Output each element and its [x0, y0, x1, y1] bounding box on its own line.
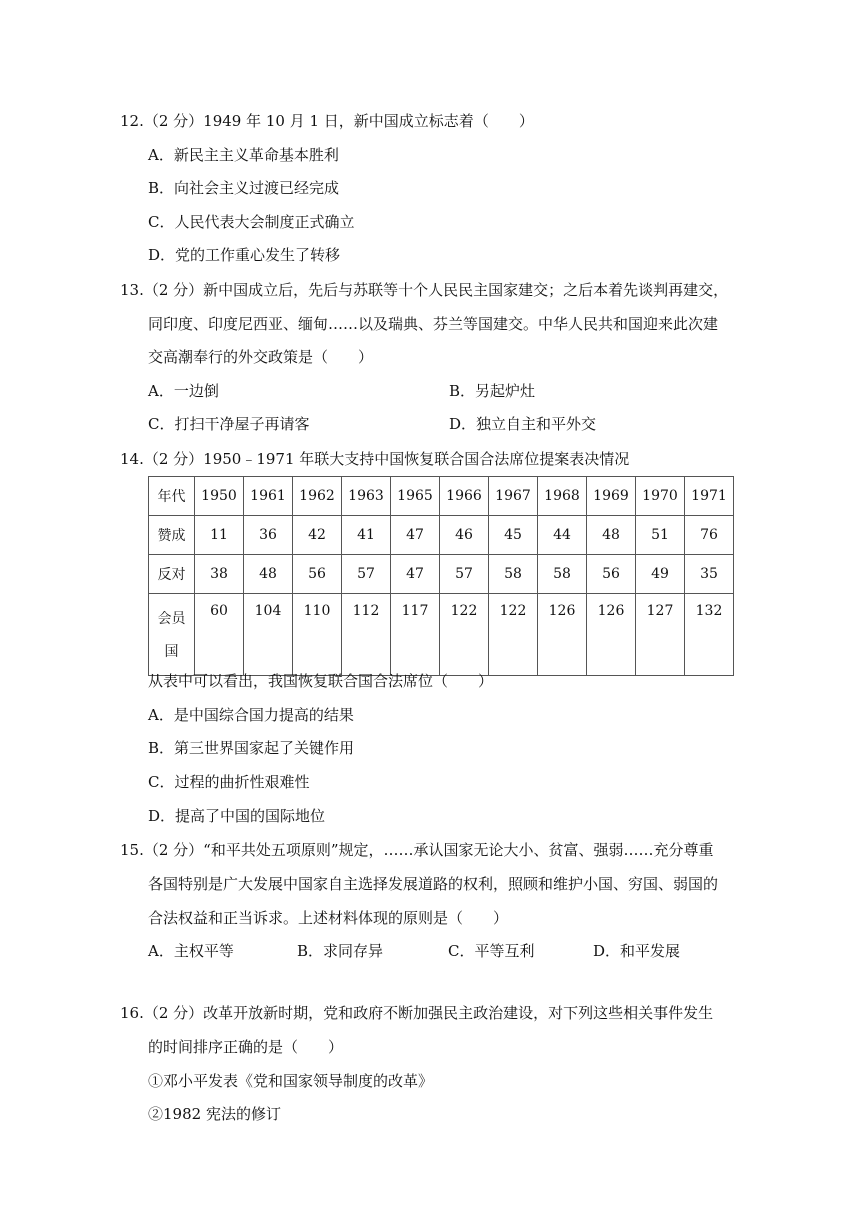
table-cell: 1961 — [244, 477, 293, 516]
table-cell: 112 — [342, 594, 391, 676]
table-cell: 126 — [587, 594, 636, 676]
table-cell: 1963 — [342, 477, 391, 516]
table-cell: 47 — [391, 516, 440, 555]
table-cell: 1965 — [391, 477, 440, 516]
q15-stem-line1: 15.（2 分）“和平共处五项原则”规定，……承认国家无论大小、贫富、强弱……充分尊重 — [120, 841, 714, 859]
table-cell: 48 — [244, 555, 293, 594]
table-cell: 1967 — [489, 477, 538, 516]
q15-stem-line2: 各国特别是广大发展中国家自主选择发展道路的权利，照顾和维护小国、穷国、弱国的 — [148, 875, 719, 893]
table-row — [149, 594, 734, 676]
q12-option-c: C．人民代表大会制度正式确立 — [148, 213, 355, 231]
table-cell: 110 — [293, 594, 342, 676]
table-cell: 42 — [293, 516, 342, 555]
q13-option-c: C．打扫干净屋子再请客 — [148, 415, 310, 433]
q15-option-a: A．主权平等 — [148, 942, 234, 960]
q14-after-table: 从表中可以看出，我国恢复联合国合法席位（ ） — [148, 672, 494, 690]
q13-option-d: D．独立自主和平外交 — [449, 415, 597, 433]
table-cell: 45 — [489, 516, 538, 555]
table-cell: 36 — [244, 516, 293, 555]
table-cell — [149, 594, 195, 676]
q16-item-2: ②1982 宪法的修订 — [148, 1105, 281, 1123]
q12-option-a: A．新民主主义革命基本胜利 — [148, 146, 339, 164]
q15-option-c: C．平等互利 — [448, 942, 535, 960]
table-cell: 1962 — [293, 477, 342, 516]
table-cell: 反对 — [149, 555, 195, 594]
table-cell: 1950 — [195, 477, 244, 516]
table-cell: 57 — [342, 555, 391, 594]
q15-stem-line3: 合法权益和正当诉求。上述材料体现的原则是（ ） — [148, 909, 509, 927]
table-header-row — [149, 477, 734, 516]
q12-option-d: D．党的工作重心发生了转移 — [148, 246, 341, 264]
q14-option-b: B．第三世界国家起了关键作用 — [148, 739, 355, 757]
table-cell: 年代 — [149, 477, 195, 516]
q15-option-b: B．求同存异 — [297, 942, 384, 960]
table-cell: 56 — [293, 555, 342, 594]
q14-option-a: A．是中国综合国力提高的结果 — [148, 706, 354, 724]
table-cell: 51 — [636, 516, 685, 555]
q16-stem-line2: 的时间排序正确的是（ ） — [148, 1038, 344, 1056]
table-cell: 58 — [538, 555, 587, 594]
table-cell: 57 — [440, 555, 489, 594]
q13-option-b: B．另起炉灶 — [449, 382, 536, 400]
q13-stem-line1: 13.（2 分）新中国成立后，先后与苏联等十个人民民主国家建交；之后本着先谈判再建交， — [120, 281, 729, 299]
table-cell: 122 — [440, 594, 489, 676]
q12-stem: 12.（2 分）1949 年 10 月 1 日，新中国成立标志着（ ） — [120, 112, 534, 130]
q14-stem: 14.（2 分）1950﹣1971 年联大支持中国恢复联合国合法席位提案表决情况 — [120, 450, 630, 468]
table-row — [149, 555, 734, 594]
table-cell: 126 — [538, 594, 587, 676]
table-cell: 47 — [391, 555, 440, 594]
table-cell: 赞成 — [149, 516, 195, 555]
q13-option-a: A．一边倒 — [148, 382, 219, 400]
q16-stem-line1: 16.（2 分）改革开放新时期，党和政府不断加强民主政治建设，对下列这些相关事件发生 — [120, 1004, 714, 1022]
table-cell: 48 — [587, 516, 636, 555]
table-cell: 44 — [538, 516, 587, 555]
table-cell: 49 — [636, 555, 685, 594]
table-cell: 58 — [489, 555, 538, 594]
table-cell: 1970 — [636, 477, 685, 516]
table-cell: 46 — [440, 516, 489, 555]
table-cell: 104 — [244, 594, 293, 676]
table-cell: 1968 — [538, 477, 587, 516]
table-cell: 76 — [685, 516, 734, 555]
table-cell: 122 — [489, 594, 538, 676]
table-cell: 60 — [195, 594, 244, 676]
q14-option-d: D．提高了中国的国际地位 — [148, 807, 326, 825]
q14-option-c: C．过程的曲折性艰难性 — [148, 773, 310, 791]
q13-stem-line3: 交高潮奉行的外交政策是（ ） — [148, 348, 374, 366]
q12-option-b: B．向社会主义过渡已经完成 — [148, 179, 340, 197]
table-cell: 1966 — [440, 477, 489, 516]
table-cell: 11 — [195, 516, 244, 555]
table-row — [149, 516, 734, 555]
q16-item-1: ①邓小平发表《党和国家领导制度的改革》 — [148, 1072, 434, 1090]
q15-option-d: D．和平发展 — [593, 942, 681, 960]
table-cell: 127 — [636, 594, 685, 676]
table-cell-text: 会员国 — [157, 611, 186, 660]
q13-stem-line2: 同印度、印度尼西亚、缅甸……以及瑞典、芬兰等国建交。中华人民共和国迎来此次建 — [148, 315, 719, 333]
table-cell: 35 — [685, 555, 734, 594]
table-cell: 117 — [391, 594, 440, 676]
table-cell: 132 — [685, 594, 734, 676]
vote-table — [148, 476, 734, 676]
table-cell: 41 — [342, 516, 391, 555]
table-cell: 1971 — [685, 477, 734, 516]
table-cell: 56 — [587, 555, 636, 594]
table-cell: 1969 — [587, 477, 636, 516]
table-cell: 38 — [195, 555, 244, 594]
